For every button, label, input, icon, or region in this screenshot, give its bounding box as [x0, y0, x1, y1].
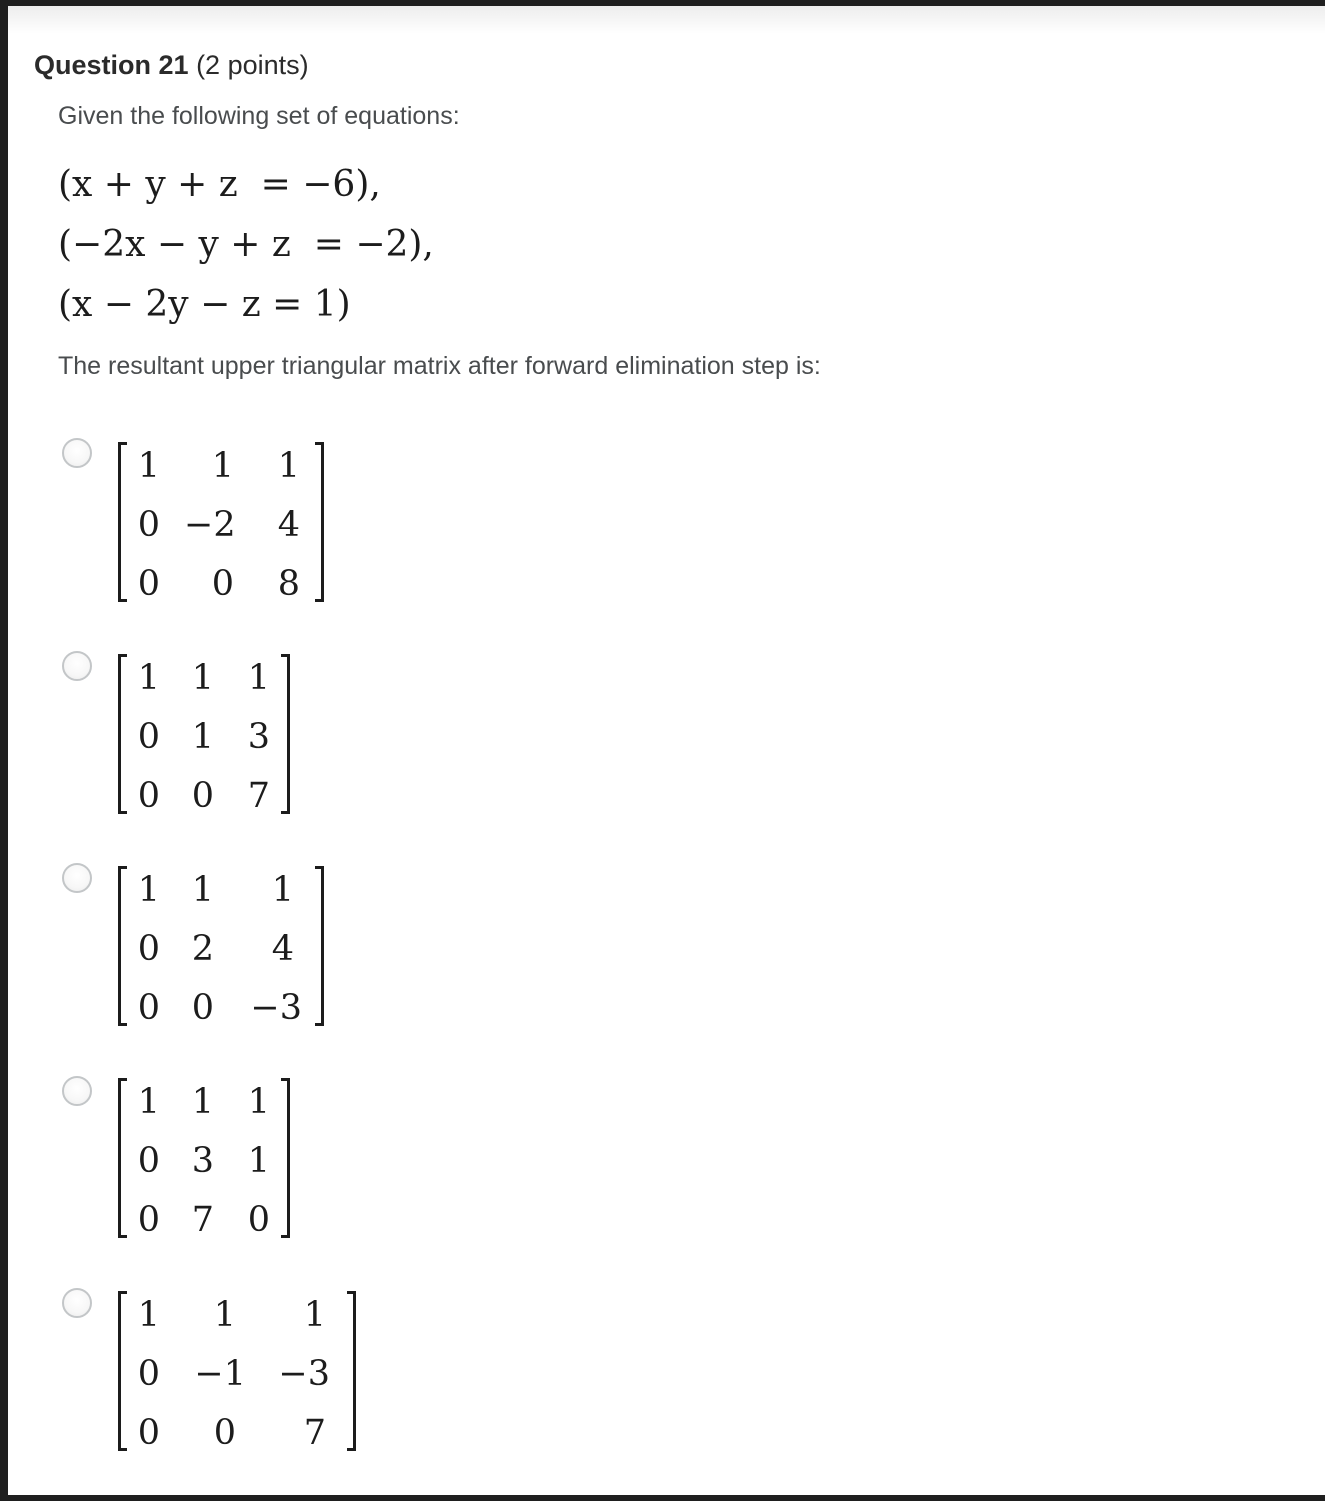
- matrix-cell: 1: [191, 717, 214, 757]
- right-bracket: [315, 866, 324, 1026]
- matrix-cell: 1: [211, 446, 234, 486]
- left-bracket: [118, 1078, 127, 1238]
- right-bracket: [281, 1078, 290, 1238]
- matrix-cell: 8: [277, 564, 300, 604]
- question-points: (2 points): [196, 50, 309, 80]
- matrix-cell: 1: [213, 1295, 236, 1335]
- matrix-cell: 0: [137, 564, 160, 604]
- matrix-cell: 1: [137, 658, 160, 698]
- left-bracket: [118, 866, 127, 1026]
- equation-3: (x − 2y − z = 1): [58, 284, 351, 325]
- matrix-cell: 0: [213, 1413, 236, 1453]
- matrix-cell: 1: [137, 446, 160, 486]
- option-4-matrix: [118, 1078, 290, 1238]
- matrix-cell: −1: [194, 1354, 246, 1394]
- matrix-cell: 1: [277, 446, 300, 486]
- question-follow-up: The resultant upper triangular matrix after forward elimination step is:: [58, 352, 821, 380]
- option-2-matrix: [118, 654, 290, 814]
- matrix-cell: 1: [137, 1082, 160, 1122]
- matrix-cell: 0: [137, 1141, 160, 1181]
- question-number: Question 21: [34, 50, 189, 80]
- option-3-matrix: [118, 866, 324, 1026]
- matrix-cell: 1: [137, 1295, 160, 1335]
- matrix-cell: 0: [191, 776, 214, 816]
- matrix-cell: 1: [271, 870, 294, 910]
- left-bracket: [118, 442, 127, 602]
- option-2-radio[interactable]: [62, 651, 92, 681]
- left-bracket: [118, 654, 127, 814]
- matrix-cell: −2: [184, 505, 236, 545]
- matrix-cell: 0: [137, 776, 160, 816]
- question-header: [34, 50, 309, 81]
- matrix-cell: 7: [247, 776, 270, 816]
- matrix-cell: 0: [191, 988, 214, 1028]
- matrix-cell: 2: [191, 929, 214, 969]
- matrix-cell: 0: [137, 1413, 160, 1453]
- matrix-cell: 0: [247, 1200, 270, 1240]
- matrix-cell: 1: [191, 870, 214, 910]
- right-bracket: [347, 1291, 356, 1451]
- matrix-cell: 4: [271, 929, 294, 969]
- option-4-radio[interactable]: [62, 1076, 92, 1106]
- matrix-cell: 1: [191, 658, 214, 698]
- matrix-cell: 7: [303, 1413, 326, 1453]
- matrix-cell: −3: [250, 988, 302, 1028]
- option-3-radio[interactable]: [62, 863, 92, 893]
- matrix-cell: 0: [137, 505, 160, 545]
- matrix-cell: 3: [191, 1141, 214, 1181]
- equation-1: (x + y + z = −6),: [58, 164, 381, 205]
- left-bracket: [118, 1291, 127, 1451]
- matrix-cell: 0: [137, 929, 160, 969]
- matrix-cell: 7: [191, 1200, 214, 1240]
- matrix-cell: 1: [247, 1082, 270, 1122]
- right-bracket: [315, 442, 324, 602]
- matrix-cell: 3: [247, 717, 270, 757]
- quiz-page: [8, 6, 1325, 1495]
- question-prompt: Given the following set of equations:: [58, 102, 460, 130]
- matrix-cell: 0: [137, 988, 160, 1028]
- top-shadow: [8, 6, 1325, 34]
- matrix-cell: 0: [137, 717, 160, 757]
- option-5-matrix: [118, 1291, 356, 1451]
- matrix-cell: 0: [137, 1354, 160, 1394]
- matrix-cell: 1: [137, 870, 160, 910]
- right-bracket: [281, 654, 290, 814]
- matrix-cell: 1: [191, 1082, 214, 1122]
- equation-2: (−2x − y + z = −2),: [58, 224, 434, 265]
- matrix-cell: −3: [278, 1354, 330, 1394]
- matrix-cell: 0: [137, 1200, 160, 1240]
- matrix-cell: 1: [303, 1295, 326, 1335]
- matrix-cell: 0: [211, 564, 234, 604]
- matrix-cell: 1: [247, 658, 270, 698]
- matrix-cell: 1: [247, 1141, 270, 1181]
- option-1-matrix: [118, 442, 324, 602]
- matrix-cell: 4: [277, 505, 300, 545]
- option-5-radio[interactable]: [62, 1288, 92, 1318]
- option-1-radio[interactable]: [62, 438, 92, 468]
